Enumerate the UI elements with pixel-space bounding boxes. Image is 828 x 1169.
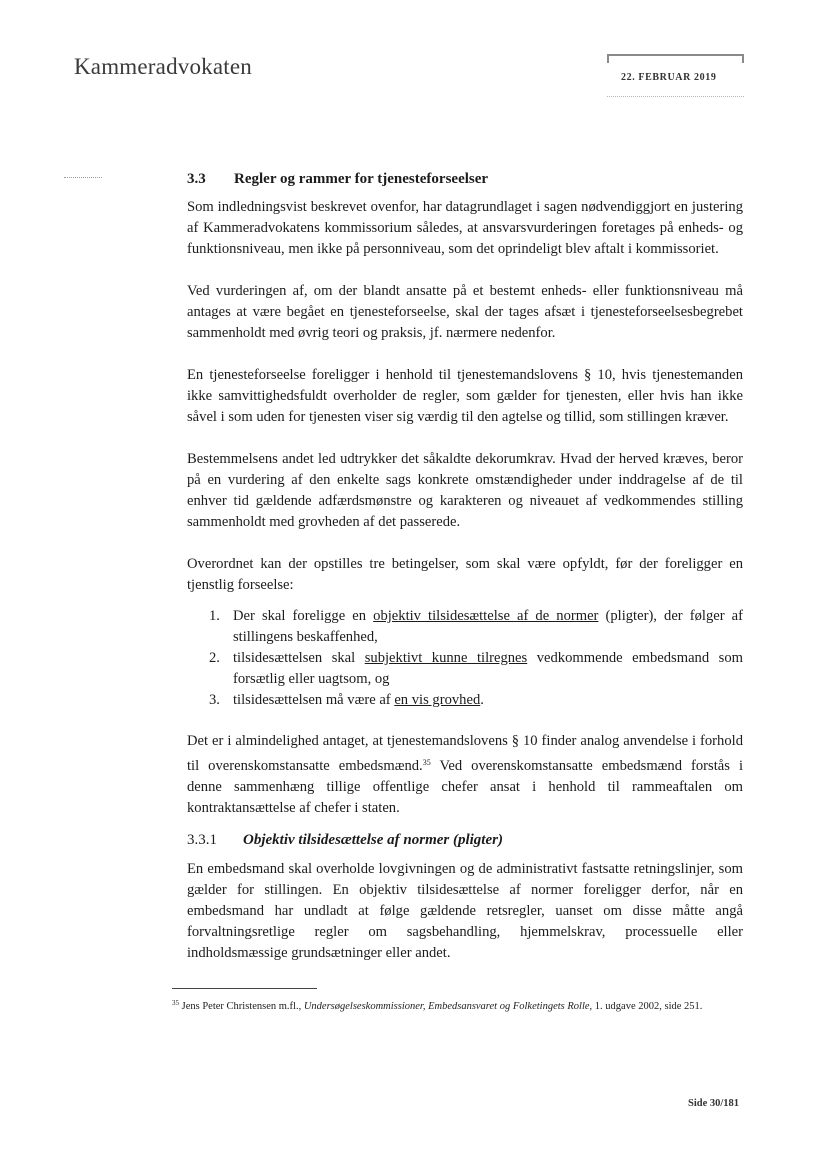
- condition-term: objektiv tilsidesættelse af de normer: [373, 608, 599, 624]
- list-item-text: vedkommende embedsmand som forsætlig eller uagtsom, og: [233, 650, 743, 687]
- section-heading: [187, 171, 743, 188]
- footnote: [172, 995, 744, 1015]
- conditions-list: [187, 606, 743, 711]
- document-date: 22. FEBRUAR 2019: [621, 72, 717, 83]
- list-item: [187, 648, 743, 690]
- footnote-work-title: Undersøgelseskommissioner, Embedsansvaret og Folketingets Rolle: [303, 1001, 590, 1012]
- section-title: Regler og rammer for tjenesteforseelser: [234, 171, 489, 187]
- list-item: [187, 690, 743, 711]
- list-item-number: 2.: [209, 650, 220, 666]
- page-number: Side 30/181: [688, 1098, 740, 1109]
- list-item-text: Der skal foreligge en: [233, 608, 374, 624]
- margin-divider: [64, 177, 102, 178]
- paragraph: En tjenesteforseelse foreligger i henhold til tjenestemandslovens § 10, hvis tjenestemanden ikke samvittighedsfuldt overholder de regler, som gælder for tjenesten, eller hvis han ikke såvel i som uden for tjenesten viser sig værdig til den agtelse og tillid, som stillingen kræver.: [187, 367, 743, 425]
- list-item-text: tilsidesættelsen skal: [233, 650, 365, 666]
- footnote-reference[interactable]: 35: [422, 758, 431, 767]
- footnote-number: 35: [172, 999, 179, 1007]
- subsection-title: Objektiv tilsidesættelse af normer (pligter): [243, 832, 503, 848]
- subsection-heading: [187, 832, 743, 849]
- paragraph: Bestemmelsens andet led udtrykker det såkaldte dekorumkrav. Hvad der herved kræves, beror på en vurdering af den enkelte sags konkrete omstændigheder under inddragelse af de til enhver tid gældende adfærdsmønstre og karakteren og niveauet af vedkommendes stilling sammenholdt med grovheden af det passerede.: [187, 451, 743, 530]
- section-number: 3.3: [187, 171, 206, 187]
- list-item-text: .: [480, 692, 484, 708]
- paragraph-text: Det er i almindelighed antaget, at tjenestemandslovens § 10 finder analog anvendelse i forhold til overenskomstansatte embedsmænd.: [187, 733, 743, 774]
- list-item-text: (pligter), der følger af stillingens beskaffenhed,: [233, 608, 744, 645]
- paragraph: Ved vurderingen af, om der blandt ansatte på et bestemt enheds- eller funktionsniveau må antages at være begået en tjenesteforseelse, skal der tages afsæt i tjenesteforseelsesbegrebet sammenholdt med øvrig teori og praksis, jf. nærmere nedenfor.: [187, 283, 743, 341]
- main-content: [187, 171, 743, 985]
- paragraph: [187, 731, 743, 819]
- paragraph-text: Ved overenskomstansatte embedsmænd forstås i denne sammenhæng tillige offentlige chefer ansat i henhold til rammeaftalen om kontraktansættelse af chefer i staten.: [187, 758, 743, 816]
- footnote-details: , 1. udgave 2002, side 251.: [589, 1001, 703, 1012]
- date-box: [607, 54, 744, 97]
- paragraph: En embedsmand skal overholde lovgivningen og de administrativt fastsatte retningslinjer, som gælder for stillingen. En objektiv tilsidesættelse af normer foreligger derfor, når en embedsmand har undladt at følge gældende retsregler, uanset om disse måtte angå forvaltningsretlige regler om sagsbehandling, hjemmelskrav, processuelle eller indholdsmæssige grundsætninger eller andet.: [187, 861, 743, 961]
- brand-logo-text: Kammeradvokaten: [74, 54, 252, 79]
- footnote-divider: [172, 988, 317, 989]
- subsection-number: 3.3.1: [187, 832, 217, 848]
- condition-term: subjektivt kunne tilregnes: [364, 650, 528, 666]
- list-item-number: 1.: [209, 608, 220, 624]
- footnote-author: Jens Peter Christensen m.fl.,: [181, 1001, 304, 1012]
- paragraph: Overordnet kan der opstilles tre betingelser, som skal være opfyldt, før der foreligger en tjenstlig forseelse:: [187, 556, 743, 593]
- list-item: [187, 606, 743, 648]
- list-item-text: tilsidesættelsen må være af: [233, 692, 395, 708]
- list-item-number: 3.: [209, 692, 220, 708]
- paragraph: Som indledningsvist beskrevet ovenfor, har datagrundlaget i sagen nødvendiggjort en justering af Kammeradvokatens kommissorium således, at ansvarsvurderingen foretages på enheds- og funktionsniveau, men ikke på personniveau, som det oprindeligt blev aftalt i kommissoriet.: [187, 199, 743, 257]
- condition-term: en vis grovhed: [394, 692, 481, 708]
